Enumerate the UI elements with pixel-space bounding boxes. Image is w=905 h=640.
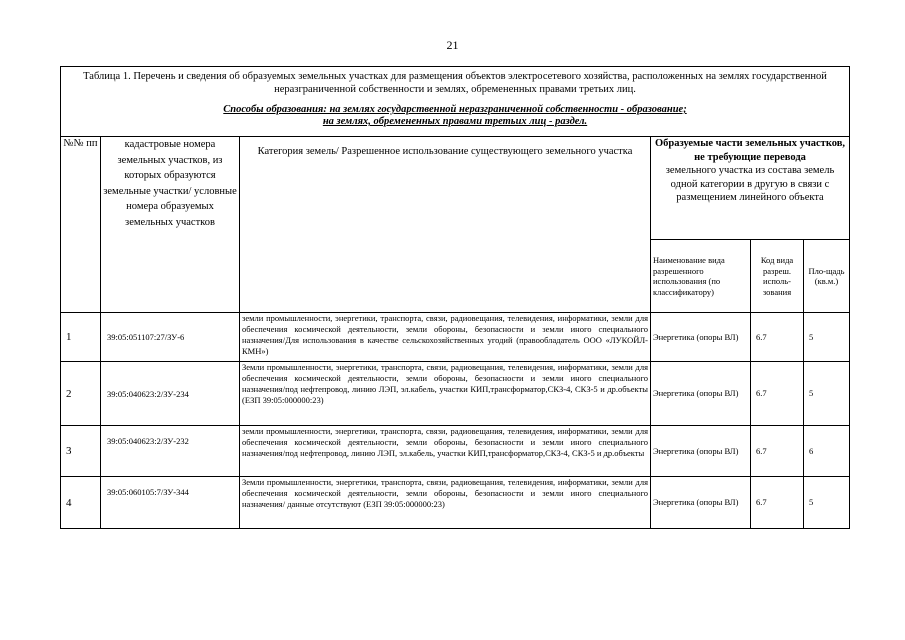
table-row <box>61 477 850 529</box>
page-number: 21 <box>446 38 459 52</box>
row-category: Земли промышленности, энергетики, транспорта, связи, радиовещания, телевидения, информатики, земли для обеспечения космической деятельности, земли обороны, безопасности и земли иного специального назначения/под нефтепровод, линию ЛЭП, эл.кабель, участки КИП,трансформатор,СКЗ-4, СКЗ-5 и др.объекты (ЕЗП 39:05:000000:23) <box>240 362 651 426</box>
table-caption <box>61 67 850 137</box>
header-parts-plain: земельного участка из состава земель одной категории в другую в связи с размещением линейного объекта <box>665 165 835 203</box>
row-code: 6.7 <box>751 426 804 477</box>
row-code: 6.7 <box>751 313 804 362</box>
row-cadastral: 39:05:040623:2/ЗУ-234 <box>101 362 240 426</box>
header-category: Категория земель/ Разрешенное использование существующего земельного участка <box>240 137 651 313</box>
formation-methods-line2: на землях, обремененных правами третьих лиц - раздел. <box>322 116 588 127</box>
row-num: 2 <box>61 362 101 426</box>
land-plots-table <box>60 66 850 529</box>
row-use-name: Энергетика (опоры ВЛ) <box>651 362 751 426</box>
header-use-code: Код вида разреш. исполь-зования <box>751 240 804 313</box>
header-use-name: Наименование вида разрешенного использования (по классификатору) <box>651 240 751 313</box>
row-cadastral: 39:05:040623:2/ЗУ-232 <box>101 426 240 477</box>
row-code: 6.7 <box>751 477 804 529</box>
row-use-name: Энергетика (опоры ВЛ) <box>651 313 751 362</box>
row-area: 5 <box>804 477 850 529</box>
header-num: №№ пп <box>61 137 101 313</box>
row-num: 1 <box>61 313 101 362</box>
row-cadastral: 39:05:051107:27/ЗУ-6 <box>101 313 240 362</box>
table-caption-row <box>61 67 850 137</box>
row-cadastral: 39:05:060105:7/ЗУ-344 <box>101 477 240 529</box>
row-use-name: Энергетика (опоры ВЛ) <box>651 426 751 477</box>
table-row <box>61 313 850 362</box>
row-area: 6 <box>804 426 850 477</box>
table-row <box>61 426 850 477</box>
table-title: Таблица 1. Перечень и сведения об образуемых земельных участках для размещения объектов электросетевого хозяйства, расположенных на землях государственной неразграниченной собственности и землях, обремененных правами третьих лиц. <box>83 71 827 95</box>
formation-methods-line1: Способы образования: на землях государственной неразграниченной собственности - образование; <box>223 104 687 115</box>
header-row <box>61 137 850 240</box>
header-cadastral: кадастровые номера земельных участков, из которых образуются земельные участки/ условные номера образуемых земельных участков <box>101 137 240 313</box>
row-area: 5 <box>804 362 850 426</box>
header-area: Пло-щадь (кв.м.) <box>804 240 850 313</box>
row-num: 4 <box>61 477 101 529</box>
header-parts <box>651 137 850 240</box>
row-category: Земли промышленности, энергетики, транспорта, связи, радиовещания, телевидения, информатики, земли для обеспечения космической деятельности, земли обороны, безопасности и земли иного специального назначения/ данные отсутствуют (ЕЗП 39:05:000000:23) <box>240 477 651 529</box>
header-parts-bold: Образуемые части земельных участков, не требующие перевода <box>654 138 846 163</box>
row-category: земли промышленности, энергетики, транспорта, связи, радиовещания, телевидения, информатики, земли для обеспечения космической деятельности, земли обороны, безопасности и земли иного специального назначения/Для использования в качестве сельскохозяйственных угодий (правообладатель ООО «ЛУКОЙЛ-КМН») <box>240 313 651 362</box>
row-area: 5 <box>804 313 850 362</box>
table-row <box>61 362 850 426</box>
row-num: 3 <box>61 426 101 477</box>
row-code: 6.7 <box>751 362 804 426</box>
row-category: земли промышленности, энергетики, транспорта, связи, радиовещания, телевидения, информатики, земли для обеспечения космической деятельности, земли обороны, безопасности и земли иного специального назначения/под нефтепровод, линию ЛЭП, эл.кабель, участки КИП,трансформатор,СКЗ-4, СКЗ-5 и др.объекты <box>240 426 651 477</box>
row-use-name: Энергетика (опоры ВЛ) <box>651 477 751 529</box>
